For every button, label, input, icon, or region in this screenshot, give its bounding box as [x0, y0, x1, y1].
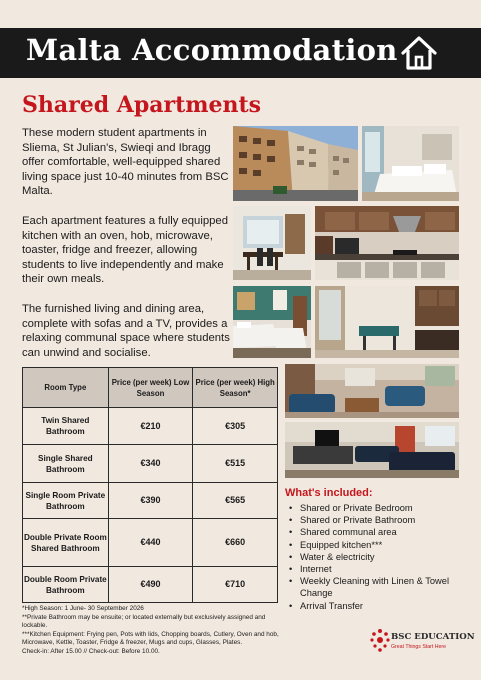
high-season-price: €660 — [193, 519, 278, 567]
table-row — [23, 519, 278, 567]
table-row — [23, 567, 278, 603]
footnote-kitchen-equipment: ***Kitchen Equipment: Frying pen, Pots with lids, Chopping boards, Cutlery, Oven and hob, Microwave, Kettle, Toaster, Fridge & freezer, Mugs and cups, Glasses, Plates. — [22, 630, 279, 647]
low-season-price: €490 — [108, 567, 193, 603]
table-header-row — [23, 368, 278, 408]
column-header-high-season: Price (per week) High Season* — [193, 368, 278, 408]
low-season-price: €440 — [108, 519, 193, 567]
room-type-cell: Double Private Room Shared Bathroom — [23, 519, 109, 567]
low-season-price: €390 — [108, 483, 193, 519]
section-title: Shared Apartments — [22, 92, 262, 118]
photo-tv-room — [285, 422, 459, 478]
list-item: • Shared or Private Bathroom — [289, 514, 464, 526]
room-type-cell: Double Room Private Bathroom — [23, 567, 109, 603]
high-season-price: €305 — [193, 408, 278, 445]
list-item: • Internet — [289, 563, 464, 575]
low-season-price: €210 — [108, 408, 193, 445]
photo-kitchen — [315, 206, 459, 280]
column-header-low-season: Price (per week) Low Season — [108, 368, 193, 408]
price-table — [22, 367, 278, 603]
list-item: • Equipped kitchen*** — [289, 539, 464, 551]
logo-name: BSC EDUCATION — [391, 632, 475, 642]
intro-paragraph: These modern student apartments in Sliema, St Julian's, Swieqi and Ibragg offer comfortable, well-equipped shared living space just 10-40 minutes from BSC Malta. — [22, 127, 229, 198]
list-item: • Water & electricity — [289, 551, 464, 563]
low-season-price: €340 — [108, 445, 193, 483]
kitchen-paragraph: Each apartment features a fully equipped kitchen with an oven, hob, microwave, toaster, fridge and freezer, allowing students to live independently and make their own meals. — [22, 215, 228, 286]
high-season-price: €565 — [193, 483, 278, 519]
header-bar — [0, 28, 481, 78]
logo-tagline: Great Things Start Here — [391, 644, 446, 650]
room-type-cell: Single Shared Bathroom — [23, 445, 109, 483]
home-icon — [398, 32, 440, 74]
photo-bedroom — [362, 126, 459, 201]
list-item: • Shared communal area — [289, 526, 464, 538]
footnote-private-bathroom: **Private Bathroom may be ensuite; or located externally but exclusively assigned and lockable. — [22, 613, 266, 630]
footnote-high-season: *High Season: 1 June- 30 September 2026 — [22, 605, 144, 612]
footnote-check-in-out: Check-in: After 15.00 // Check-out: Before 10.00. — [22, 647, 160, 655]
table-row — [23, 408, 278, 445]
photo-lounge — [285, 364, 459, 418]
included-list — [289, 502, 464, 612]
list-item: • Weekly Cleaning with Linen & Towel Change — [289, 575, 464, 599]
table-row — [23, 445, 278, 483]
living-paragraph: The furnished living and dining area, complete with sofas and a TV, provides a relaxing communal space where students can unwind and socialise. — [22, 303, 230, 359]
footnotes — [22, 605, 288, 657]
page-title: Malta Accommodation — [26, 33, 398, 67]
photo-dining — [233, 206, 311, 280]
high-season-price: €710 — [193, 567, 278, 603]
high-season-price: €515 — [193, 445, 278, 483]
photo-street — [233, 126, 358, 201]
room-type-cell: Single Room Private Bathroom — [23, 483, 109, 519]
photo-open-plan — [315, 286, 459, 358]
table-row — [23, 483, 278, 519]
photo-twin-bedroom — [233, 286, 311, 358]
bsc-logo — [370, 628, 475, 658]
list-item: • Arrival Transfer — [289, 600, 464, 612]
logo-mark-icon — [370, 628, 390, 654]
room-type-cell: Twin Shared Bathroom — [23, 408, 109, 445]
list-item: • Shared or Private Bedroom — [289, 502, 464, 514]
column-header-room-type: Room Type — [23, 368, 109, 408]
included-title: What's included: — [285, 487, 373, 499]
